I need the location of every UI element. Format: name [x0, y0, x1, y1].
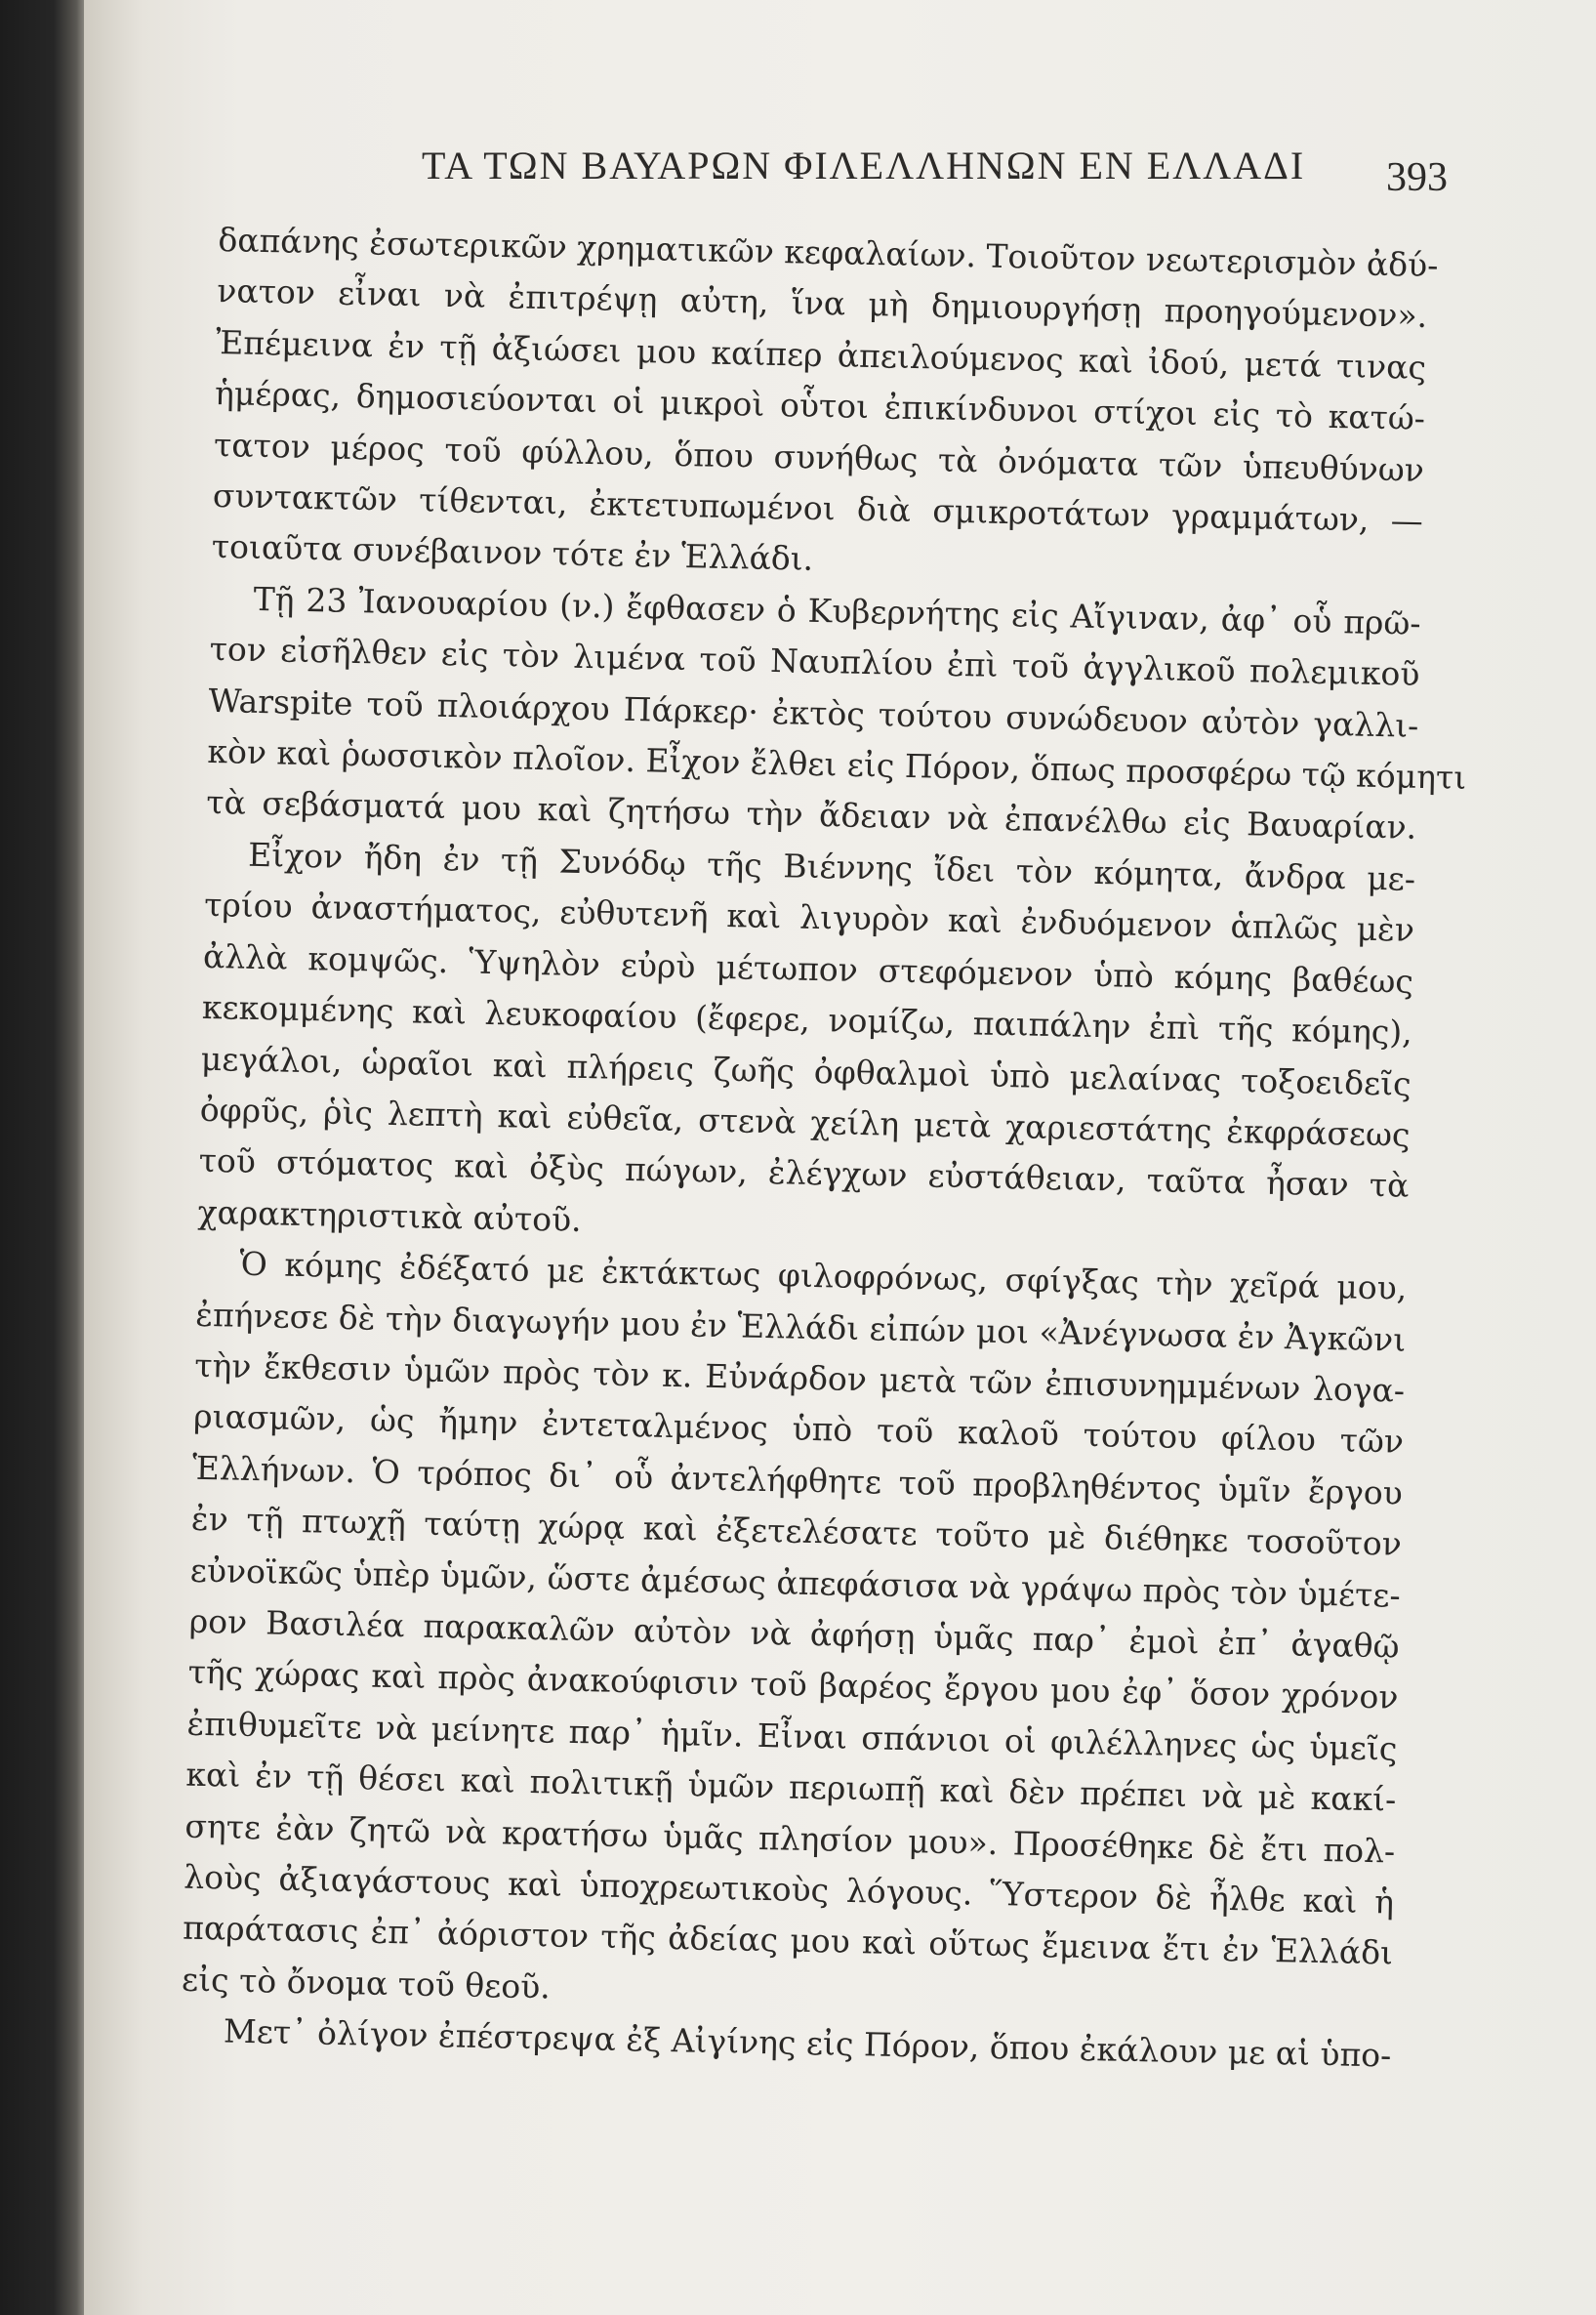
text-line: εὐνοϊκῶς ὑπὲρ ὑμῶν, ὥστε ἀμέσως ἀπεφάσισα νὰ γράψω πρὸς τὸν ὑμέτε-	[189, 1550, 1402, 1615]
text-line: μεγάλοι, ὡραῖοι καὶ πλήρεις ζωῆς ὀφθαλμοὶ ὑπὸ μελαίνας τοξοειδεῖς	[200, 1039, 1412, 1103]
running-head: ΤΑ ΤΩΝ ΒΑΥΑΡΩΝ ΦΙΛΕΛΛΗΝΩΝ ΕΝ ΕΛΛΑΔΙ	[422, 144, 1306, 187]
text-line: Εἶχον ἤδη ἐν τῇ Συνόδῳ τῆς Βιέννης ἴδει τὸν κόμητα, ἄνδρα με-	[247, 835, 1416, 898]
text-line: ἡμέρας, δημοσιεύονται οἱ μικροὶ οὗτοι ἐπικίνδυνοι στίχοι εἰς τὸ κατώ-	[214, 374, 1426, 438]
text-line: κεκομμένης καὶ λευκοφαίου (ἔφερε, νομίζω, παιπάλην ἐπὶ τῆς κόμης),	[201, 987, 1413, 1052]
text-line: κὸν καὶ ῥωσσικὸν πλοῖον. Εἶχον ἔλθει εἰς Πόρον, ὅπως προσφέρω τῷ κόμητι	[207, 731, 1467, 797]
text-line: Ἑλλήνων. Ὁ τρόπος δι᾿ οὗ ἀντελήφθητε τοῦ προβληθέντος ὑμῖν ἔργου	[191, 1448, 1404, 1512]
text-line: Ὁ κόμης ἐδέξατό με ἐκτάκτως φιλοφρόνως, σφίγξας τὴν χεῖρά μου,	[239, 1244, 1408, 1307]
text-line: Ἐπέμεινα ἐν τῇ ἀξιώσει μου καίπερ ἀπειλούμενος καὶ ἰδού, μετά τινας	[215, 322, 1427, 387]
book-binding-shadow	[0, 0, 90, 2315]
text-line: σητε ἐὰν ζητῶ νὰ κρατήσω ὑμᾶς πλησίον μου». Προσέθηκε δὲ ἔτι πολ-	[184, 1806, 1396, 1871]
text-line: νατον εἶναι νὰ ἐπιτρέψῃ αὐτη, ἵνα μὴ δημιουργήσῃ προηγούμενον».	[216, 271, 1428, 336]
text-line: τον εἰσῆλθεν εἰς τὸν λιμένα τοῦ Ναυπλίου ἐπὶ τοῦ ἀγγλικοῦ πολεμικοῦ	[209, 630, 1420, 694]
text-line: ἐπιθυμεῖτε νὰ μείνητε παρ᾿ ἡμῖν. Εἶναι σπάνιοι οἱ φιλέλληνες ὡς ὑμεῖς	[186, 1704, 1398, 1768]
text-line: ρον Βασιλέα παρακαλῶν αὐτὸν νὰ ἀφήσῃ ὑμᾶς παρ᾿ ἐμοὶ ἐπ᾿ ἀγαθῷ	[188, 1601, 1400, 1666]
text-line: τὴν ἔκθεσιν ὑμῶν πρὸς τὸν κ. Εὐνάρδον μετὰ τῶν ἐπισυνημμένων λογα-	[193, 1345, 1406, 1410]
text-line: τρίου ἀναστήματος, εὐθυτενῆ καὶ λιγυρὸν καὶ ἐνδυόμενον ἁπλῶς μὲν	[203, 886, 1415, 950]
text-line: ἐπήνεσε δὲ τὴν διαγωγήν μου ἐν Ἑλλάδι εἰπών μοι «Ἀνέγνωσα ἐν Ἀγκῶνι	[195, 1295, 1407, 1359]
text-line: ἐν τῇ πτωχῇ ταύτῃ χώρᾳ καὶ ἐξετελέσατε τοῦτο μὲ διέθηκε τοσοῦτον	[190, 1499, 1403, 1563]
text-line: ἀλλὰ κομψῶς. Ὑψηλὸν εὐρὺ μέτωπον στεφόμενον ὑπὸ κόμης βαθέως	[202, 936, 1414, 1001]
text-line: τατον μέρος τοῦ φύλλου, ὅπου συνήθως τὰ ὀνόματα τῶν ὑπευθύνων	[213, 425, 1425, 489]
text-line: ὀφρῦς, ῥὶς λεπτὴ καὶ εὐθεῖα, στενὰ χείλη μετὰ χαριεστάτης ἐκφράσεως	[199, 1090, 1411, 1154]
text-line: ριασμῶν, ὡς ἤμην ἐντεταλμένος ὑπὸ τοῦ καλοῦ τούτου φίλου τῶν	[192, 1397, 1405, 1462]
text-line: εἰς τὸ ὄνομα τοῦ θεοῦ.	[181, 1960, 552, 2006]
text-line: λοὺς ἀξιαγάστους καὶ ὑποχρεωτικοὺς λόγους. Ὕστερον δὲ ἦλθε καὶ ἡ	[183, 1857, 1395, 1922]
text-line: χαρακτηριστικὰ αὐτοῦ.	[197, 1192, 583, 1239]
text-line: τῆς χώρας καὶ πρὸς ἀνακούφισιν τοῦ βαρέος ἔργου μου ἐφ᾿ ὅσον χρόνον	[187, 1653, 1399, 1717]
text-line: τοῦ στόματος καὶ ὀξὺς πώγων, ἐλέγχων εὐστάθειαν, ταῦτα ἦσαν τὰ	[198, 1141, 1410, 1206]
text-line: παράτασις ἐπ᾿ ἀόριστον τῆς ἀδείας μου καὶ οὕτως ἔμεινα ἔτι ἐν Ἑλλάδι	[182, 1909, 1394, 1972]
text-line: τὰ σεβάσματά μου καὶ ζητήσω τὴν ἄδειαν νὰ ἐπανέλθω εἰς Βαυαρίαν.	[205, 783, 1417, 847]
text-line: συντακτῶν τίθενται, ἐκτετυπωμένοι διὰ σμικροτάτων γραμμάτων, —	[212, 475, 1424, 540]
text-line: Warspite τοῦ πλοιάρχου Πάρκερ· ἐκτὸς τούτου συνώδευον αὐτὸν γαλλι-	[208, 681, 1419, 745]
text-line: καὶ ἐν τῇ θέσει καὶ πολιτικῇ ὑμῶν περιωπῇ καὶ δὲν πρέπει νὰ μὲ κακί-	[185, 1755, 1397, 1819]
page-number: 393	[1386, 155, 1448, 200]
text-line: Μετ᾿ ὀλίγον ἐπέστρεψα ἐξ Αἰγίνης εἰς Πόρον, ὅπου ἐκάλουν με αἱ ὑπο-	[223, 2011, 1392, 2075]
text-line: Τῇ 23 Ἰανουαρίου (ν.) ἔφθασεν ὁ Κυβερνήτης εἰς Αἴγιναν, ἀφ᾿ οὗ πρῶ-	[253, 579, 1421, 642]
text-line: τοιαῦτα συνέβαινον τότε ἐν Ἑλλάδι.	[211, 527, 814, 579]
body-text	[180, 215, 1467, 2082]
text-line: δαπάνης ἐσωτερικῶν χρηματικῶν κεφαλαίων. Τοιοῦτον νεωτερισμὸν ἀδύ-	[218, 220, 1439, 285]
